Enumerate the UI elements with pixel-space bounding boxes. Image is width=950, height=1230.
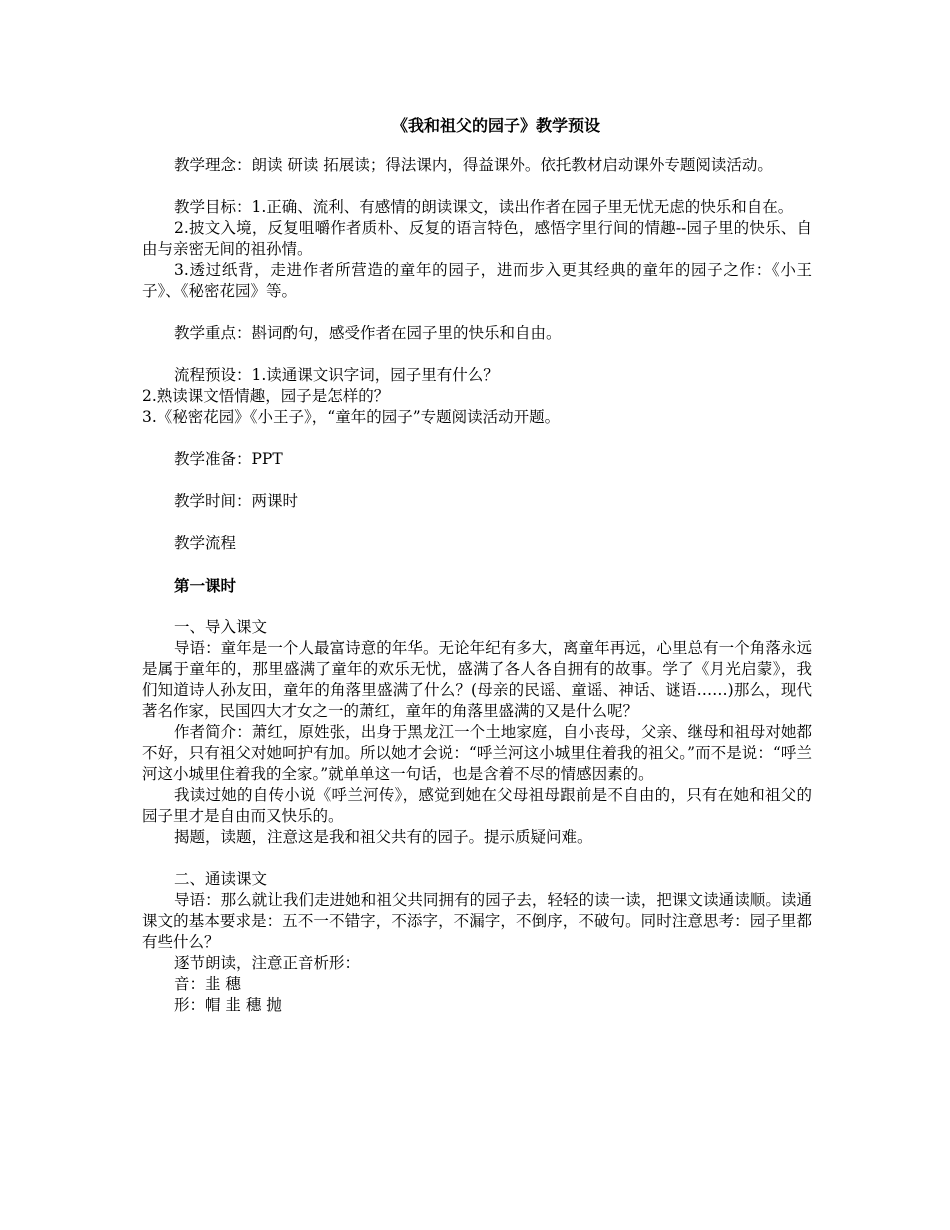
teaching-goal-3: 3.透过纸背，走进作者所营造的童年的园子，进而步入更其经典的童年的园子之作：《小王子》、《秘密花园》等。	[142, 261, 812, 300]
section-two-read: 逐节朗读，注意正音析形：	[174, 954, 361, 972]
flow-item-3: 3.《秘密花园》《小王子》，“童年的园子”专题阅读活动开题。	[142, 408, 561, 426]
teaching-process-heading: 教学流程	[174, 534, 237, 552]
teaching-preparation: 教学准备：PPT	[174, 450, 283, 468]
lesson-one-heading: 第一课时	[174, 576, 237, 595]
document-title: 《我和祖父的园子》教学预设	[391, 116, 600, 135]
teaching-philosophy: 教学理念：朗读 研读 拓展读；得法课内，得益课外。依托教材启动课外专题阅读活动。	[174, 156, 773, 174]
document-body	[142, 155, 812, 1016]
section-one-title: 一、导入课文	[174, 618, 268, 636]
section-two-sound: 音：韭 穗	[174, 975, 241, 993]
section-two-title: 二、通读课文	[174, 870, 268, 888]
section-one-intro: 导语：童年是一个人最富诗意的年华。无论年纪有多大，离童年再远，心里总有一个角落永远是属于童年的，那里盛满了童年的欢乐无忧，盛满了各人各自拥有的故事。学了《月光启蒙》，我们知道诗人孙友田，童年的角落里盛满了什么？(母亲的民谣、童谣、神话、谜语……)那么，现代著名作家，民国四大才女之一的萧红，童年的角落里盛满的又是什么呢？	[142, 639, 812, 720]
section-two-intro: 导语：那么就让我们走进她和祖父共同拥有的园子去，轻轻的读一读，把课文读通读顺。读通课文的基本要求是：五不一不错字，不添字，不漏字，不倒序，不破句。同时注意思考：园子里都有些什么？	[142, 891, 812, 951]
section-one-topic: 揭题，读题，注意这是我和祖父共有的园子。提示质疑问难。	[174, 828, 593, 846]
teaching-key-point: 教学重点：斟词酌句，感受作者在园子里的快乐和自由。	[174, 324, 562, 342]
section-one-reading: 我读过她的自传小说《呼兰河传》，感觉到她在父母祖母跟前是不自由的，只有在她和祖父的园子里才是自由而又快乐的。	[142, 786, 812, 825]
flow-item-2: 2.熟读课文悟情趣，园子是怎样的？	[142, 387, 390, 405]
teaching-time: 教学时间：两课时	[174, 492, 299, 510]
teaching-goal-2: 2.披文入境，反复咀嚼作者质朴、反复的语言特色，感悟字里行间的情趣--园子里的快乐、自由与亲密无间的祖孙情。	[142, 219, 812, 258]
section-one-author: 作者简介：萧红，原姓张，出身于黑龙江一个土地家庭，自小丧母，父亲、继母和祖母对她都不好，只有祖父对她呵护有加。所以她才会说：“呼兰河这小城里住着我的祖父。”而不是说：“呼兰河这小城里住着我的全家。”就单单这一句话，也是含着不尽的情感因素的。	[142, 723, 812, 783]
teaching-goal-1: 教学目标：1.正确、流利、有感情的朗读课文，读出作者在园子里无忧无虑的快乐和自在。	[174, 198, 794, 216]
flow-item-1: 流程预设：1.读通课文识字词，园子里有什么？	[174, 366, 499, 384]
section-two-shape: 形：帽 韭 穗 抛	[174, 996, 282, 1014]
